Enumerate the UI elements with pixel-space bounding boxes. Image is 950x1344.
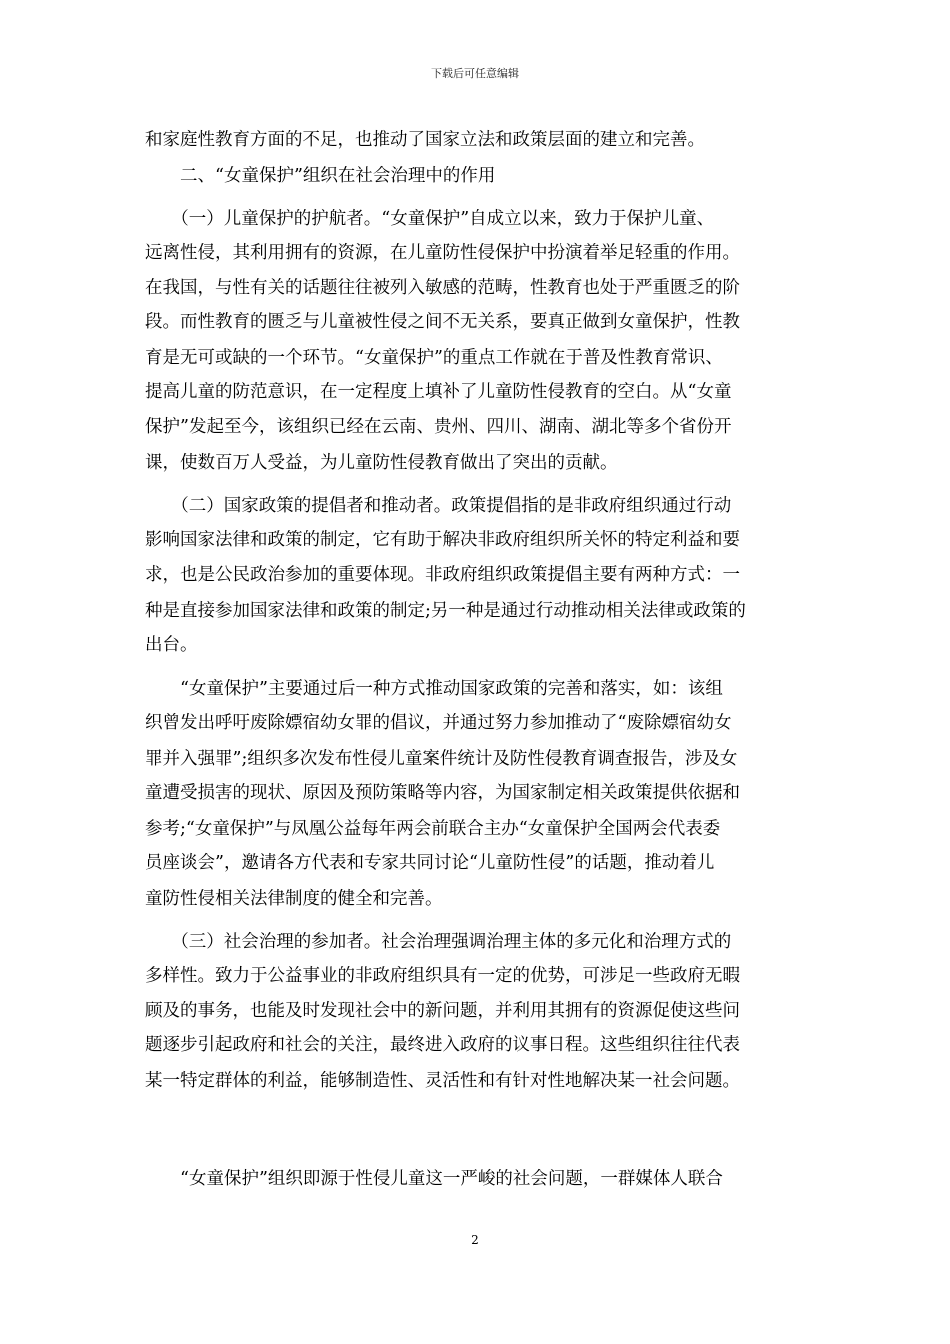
text-line: “女童保护”组织即源于性侵儿童这一严峻的社会问题，一群媒体人联合 [145,1169,723,1189]
text-line: 种是直接参加国家法律和政策的制定;另一种是通过行动推动相关法律或政策的 [145,601,746,621]
text-line: 求，也是公民政治参加的重要体现。非政府组织政策提倡主要有两种方式：一 [145,565,740,585]
text-line: 在我国，与性有关的话题往往被列入敏感的范畴，性教育也处于严重匮乏的阶 [145,278,740,298]
text-line: 参考;“女童保护”与凤凰公益每年两会前联合主办“女童保护全国两会代表委 [145,819,721,839]
text-line: 远离性侵，其利用拥有的资源，在儿童防性侵保护中扮演着举足轻重的作用。 [145,243,740,263]
text-line: 课，使数百万人受益，为儿童防性侵教育做出了突出的贡献。 [145,453,618,473]
text-line: 影响国家法律和政策的制定，它有助于解决非政府组织所关怀的特定利益和要 [145,530,740,550]
page-number: 2 [471,1233,479,1247]
text-line: 保护”发起至今，该组织已经在云南、贵州、四川、湖南、湖北等多个省份开 [145,417,732,437]
text-line: 童防性侵相关法律制度的健全和完善。 [145,889,443,909]
text-line: “女童保护”主要通过后一种方式推动国家政策的完善和落实，如：该组 [145,679,723,699]
text-line: 织曾发出呼吁废除嫖宿幼女罪的倡议，并通过努力参加推动了“废除嫖宿幼女 [145,713,732,733]
text-line: 多样性。致力于公益事业的非政府组织具有一定的优势，可涉足一些政府无暇 [145,966,740,986]
text-line: 罪并入强罪”;组织多次发布性侵儿童案件统计及防性侵教育调查报告，涉及女 [145,749,738,769]
text-line: 二、“女童保护”组织在社会治理中的作用 [145,166,496,186]
text-line: 段。而性教育的匮乏与儿童被性侵之间不无关系，要真正做到女童保护，性教 [145,312,740,332]
text-line: （二）国家政策的提倡者和推动者。政策提倡指的是非政府组织通过行动 [145,496,732,516]
text-line: （一）儿童保护的护航者。“女童保护”自成立以来，致力于保护儿童、 [145,209,715,229]
text-line: 出台。 [145,635,198,655]
text-line: 育是无可或缺的一个环节。“女童保护”的重点工作就在于普及性教育常识、 [145,348,723,368]
text-line: 员座谈会”，邀请各方代表和专家共同讨论“儿童防性侵”的话题，推动着儿 [145,853,715,873]
text-line: 题逐步引起政府和社会的关注，最终进入政府的议事日程。这些组织往往代表 [145,1035,740,1055]
text-line: 提高儿童的防范意识，在一定程度上填补了儿童防性侵教育的空白。从“女童 [145,382,732,402]
text-line: 童遭受损害的现状、原因及预防策略等内容，为国家制定相关政策提供依据和 [145,783,740,803]
page-header: 下载后可任意编辑 [431,67,519,80]
text-line: 和家庭性教育方面的不足，也推动了国家立法和政策层面的建立和完善。 [145,130,705,150]
text-line: 某一特定群体的利益，能够制造性、灵活性和有针对性地解决某一社会问题。 [145,1071,740,1091]
text-line: 顾及的事务，也能及时发现社会中的新问题，并利用其拥有的资源促使这些问 [145,1001,740,1021]
text-line: （三）社会治理的参加者。社会治理强调治理主体的多元化和治理方式的 [145,932,732,952]
